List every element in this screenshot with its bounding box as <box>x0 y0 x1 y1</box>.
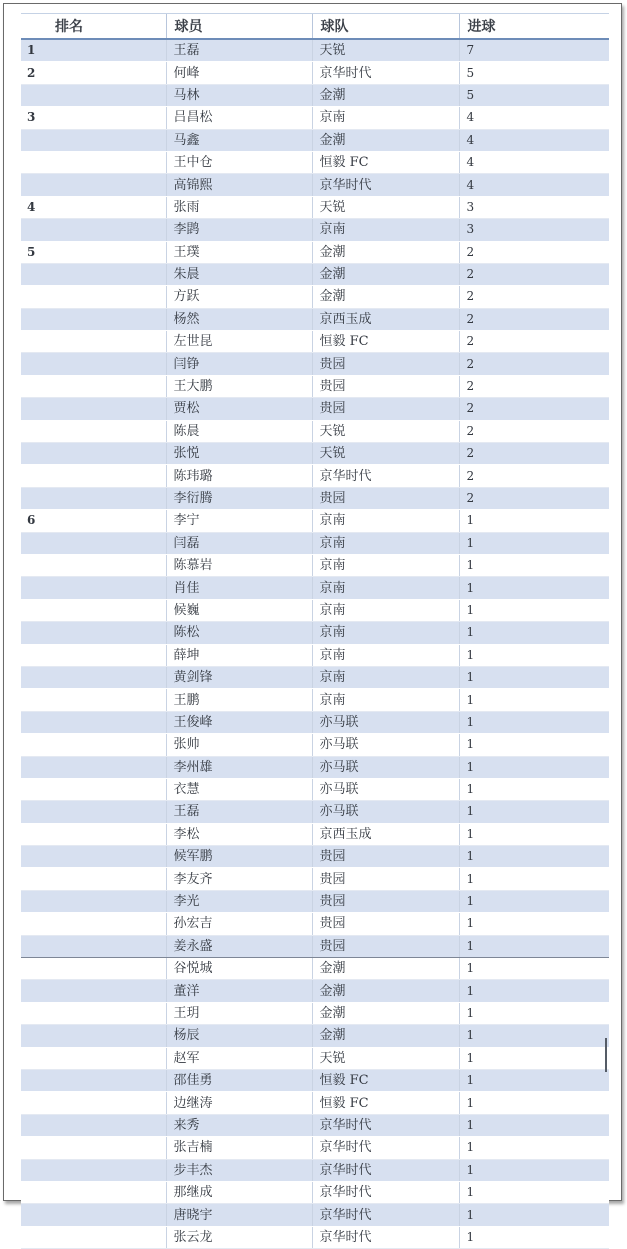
player-cell: 陈晨 <box>166 420 312 442</box>
scorer-table <box>21 13 609 1249</box>
rank-cell <box>21 935 166 957</box>
goals-cell: 1 <box>459 778 609 800</box>
player-cell: 王磊 <box>166 39 312 62</box>
rank-cell <box>21 308 166 330</box>
player-cell: 王大鹏 <box>166 375 312 397</box>
rank-cell <box>21 1047 166 1069</box>
table-row <box>21 1025 609 1047</box>
player-cell: 张云龙 <box>166 1226 312 1248</box>
goals-cell: 2 <box>459 487 609 509</box>
goals-cell: 1 <box>459 689 609 711</box>
player-cell: 贾松 <box>166 398 312 420</box>
rank-cell <box>21 151 166 173</box>
goals-cell: 1 <box>459 846 609 868</box>
rank-cell: 6 <box>21 510 166 532</box>
table-row <box>21 778 609 800</box>
team-cell: 京华时代 <box>312 465 459 487</box>
team-cell: 亦马联 <box>312 711 459 733</box>
player-cell: 朱晨 <box>166 263 312 285</box>
rank-cell: 5 <box>21 241 166 263</box>
scroll-indicator <box>605 1038 607 1072</box>
team-cell: 天锐 <box>312 420 459 442</box>
player-cell: 李鹍 <box>166 219 312 241</box>
player-cell: 张吉楠 <box>166 1137 312 1159</box>
table-row <box>21 980 609 1002</box>
table-row <box>21 1226 609 1248</box>
goals-cell: 2 <box>459 308 609 330</box>
table-row <box>21 241 609 263</box>
goals-cell: 1 <box>459 935 609 957</box>
goals-cell: 1 <box>459 890 609 912</box>
table-body <box>21 39 609 1249</box>
team-cell: 京南 <box>312 510 459 532</box>
header-team: 球队 <box>312 14 459 40</box>
goals-cell: 5 <box>459 62 609 84</box>
player-cell: 何峰 <box>166 62 312 84</box>
goals-cell: 2 <box>459 420 609 442</box>
goals-cell: 4 <box>459 129 609 151</box>
rank-cell <box>21 980 166 1002</box>
player-cell: 陈松 <box>166 622 312 644</box>
table-row <box>21 39 609 62</box>
rank-cell <box>21 778 166 800</box>
team-cell: 恒毅 FC <box>312 331 459 353</box>
table-row <box>21 554 609 576</box>
player-cell: 王璞 <box>166 241 312 263</box>
goals-cell: 1 <box>459 801 609 823</box>
team-cell: 京华时代 <box>312 1114 459 1136</box>
team-cell: 京华时代 <box>312 1181 459 1203</box>
goals-cell: 1 <box>459 577 609 599</box>
table-row <box>21 151 609 173</box>
player-cell: 方跃 <box>166 286 312 308</box>
table-row <box>21 734 609 756</box>
player-cell: 张帅 <box>166 734 312 756</box>
table-row <box>21 1204 609 1226</box>
rank-cell <box>21 689 166 711</box>
rank-cell <box>21 666 166 688</box>
goals-cell: 3 <box>459 219 609 241</box>
team-cell: 天锐 <box>312 443 459 465</box>
goals-cell: 2 <box>459 241 609 263</box>
team-cell: 贵园 <box>312 846 459 868</box>
goals-cell: 1 <box>459 980 609 1002</box>
player-cell: 张雨 <box>166 196 312 218</box>
table-row <box>21 375 609 397</box>
rank-cell <box>21 1159 166 1181</box>
rank-cell <box>21 1226 166 1248</box>
player-cell: 候军鹏 <box>166 846 312 868</box>
goals-cell: 1 <box>459 1181 609 1203</box>
header-goals: 进球 <box>459 14 609 40</box>
rank-cell <box>21 622 166 644</box>
player-cell: 马林 <box>166 84 312 106</box>
goals-cell: 4 <box>459 107 609 129</box>
team-cell: 天锐 <box>312 1047 459 1069</box>
player-cell: 王俊峰 <box>166 711 312 733</box>
table-row <box>21 666 609 688</box>
player-cell: 王磊 <box>166 801 312 823</box>
team-cell: 贵园 <box>312 913 459 935</box>
rank-cell <box>21 1204 166 1226</box>
rank-cell <box>21 913 166 935</box>
player-cell: 黄剑锋 <box>166 666 312 688</box>
player-cell: 候巍 <box>166 599 312 621</box>
player-cell: 杨辰 <box>166 1025 312 1047</box>
rank-cell <box>21 1092 166 1114</box>
rank-cell <box>21 846 166 868</box>
rank-cell <box>21 554 166 576</box>
goals-cell: 2 <box>459 331 609 353</box>
goals-cell: 1 <box>459 734 609 756</box>
player-cell: 王鹏 <box>166 689 312 711</box>
table-row <box>21 599 609 621</box>
player-cell: 李松 <box>166 823 312 845</box>
player-cell: 张悦 <box>166 443 312 465</box>
rank-cell <box>21 263 166 285</box>
goals-cell: 3 <box>459 196 609 218</box>
team-cell: 贵园 <box>312 487 459 509</box>
team-cell: 金潮 <box>312 241 459 263</box>
team-cell: 亦马联 <box>312 734 459 756</box>
team-cell: 恒毅 FC <box>312 1069 459 1091</box>
table-row <box>21 622 609 644</box>
team-cell: 贵园 <box>312 890 459 912</box>
goals-cell: 2 <box>459 263 609 285</box>
table-row <box>21 308 609 330</box>
goals-cell: 4 <box>459 174 609 196</box>
goals-cell: 1 <box>459 711 609 733</box>
team-cell: 亦马联 <box>312 756 459 778</box>
player-cell: 陈慕岩 <box>166 554 312 576</box>
goals-cell: 1 <box>459 1226 609 1248</box>
goals-cell: 1 <box>459 823 609 845</box>
player-cell: 闫磊 <box>166 532 312 554</box>
goals-cell: 7 <box>459 39 609 62</box>
player-cell: 谷悦城 <box>166 958 312 980</box>
team-cell: 京华时代 <box>312 1137 459 1159</box>
table-row <box>21 1047 609 1069</box>
table-row <box>21 756 609 778</box>
team-cell: 京华时代 <box>312 62 459 84</box>
player-cell: 唐晓宇 <box>166 1204 312 1226</box>
player-cell: 高锦熙 <box>166 174 312 196</box>
rank-cell <box>21 331 166 353</box>
team-cell: 京南 <box>312 577 459 599</box>
table-row <box>21 398 609 420</box>
rank-cell <box>21 868 166 890</box>
player-cell: 马鑫 <box>166 129 312 151</box>
player-cell: 王中仓 <box>166 151 312 173</box>
rank-cell <box>21 801 166 823</box>
player-cell: 陈玮璐 <box>166 465 312 487</box>
goals-cell: 2 <box>459 353 609 375</box>
rank-cell <box>21 1137 166 1159</box>
table-row <box>21 353 609 375</box>
table-row <box>21 129 609 151</box>
team-cell: 京南 <box>312 219 459 241</box>
rank-cell <box>21 1114 166 1136</box>
goals-cell: 1 <box>459 510 609 532</box>
goals-cell: 1 <box>459 666 609 688</box>
rank-cell <box>21 644 166 666</box>
team-cell: 金潮 <box>312 286 459 308</box>
team-cell: 天锐 <box>312 39 459 62</box>
table-row <box>21 1159 609 1181</box>
rank-cell: 2 <box>21 62 166 84</box>
team-cell: 金潮 <box>312 129 459 151</box>
team-cell: 金潮 <box>312 1025 459 1047</box>
player-cell: 杨然 <box>166 308 312 330</box>
header-player: 球员 <box>166 14 312 40</box>
rank-cell <box>21 711 166 733</box>
team-cell: 贵园 <box>312 935 459 957</box>
team-cell: 贵园 <box>312 353 459 375</box>
team-cell: 金潮 <box>312 958 459 980</box>
goals-cell: 5 <box>459 84 609 106</box>
rank-cell <box>21 465 166 487</box>
goals-cell: 1 <box>459 532 609 554</box>
table-row <box>21 823 609 845</box>
team-cell: 金潮 <box>312 263 459 285</box>
table-row <box>21 846 609 868</box>
team-cell: 京南 <box>312 554 459 576</box>
table-row <box>21 1137 609 1159</box>
player-cell: 薛坤 <box>166 644 312 666</box>
table-row <box>21 286 609 308</box>
team-cell: 京南 <box>312 599 459 621</box>
rank-cell <box>21 219 166 241</box>
rank-cell <box>21 398 166 420</box>
goals-cell: 2 <box>459 375 609 397</box>
rank-cell <box>21 443 166 465</box>
rank-cell <box>21 174 166 196</box>
team-cell: 京华时代 <box>312 1226 459 1248</box>
goals-cell: 4 <box>459 151 609 173</box>
rank-cell <box>21 1181 166 1203</box>
rank-cell <box>21 958 166 980</box>
table-row <box>21 868 609 890</box>
team-cell: 恒毅 FC <box>312 151 459 173</box>
team-cell: 京西玉成 <box>312 823 459 845</box>
team-cell: 京华时代 <box>312 1159 459 1181</box>
table-row <box>21 487 609 509</box>
rank-cell <box>21 756 166 778</box>
rank-cell: 3 <box>21 107 166 129</box>
team-cell: 京南 <box>312 107 459 129</box>
table-row <box>21 1002 609 1024</box>
goals-cell: 1 <box>459 622 609 644</box>
player-cell: 那继成 <box>166 1181 312 1203</box>
goals-cell: 2 <box>459 465 609 487</box>
player-cell: 邵佳勇 <box>166 1069 312 1091</box>
goals-cell: 1 <box>459 958 609 980</box>
table-row <box>21 84 609 106</box>
goals-cell: 2 <box>459 286 609 308</box>
rank-cell <box>21 1069 166 1091</box>
goals-cell: 1 <box>459 756 609 778</box>
team-cell: 京南 <box>312 644 459 666</box>
table-row <box>21 532 609 554</box>
player-cell: 李宁 <box>166 510 312 532</box>
team-cell: 金潮 <box>312 980 459 1002</box>
player-cell: 姜永盛 <box>166 935 312 957</box>
team-cell: 京华时代 <box>312 1204 459 1226</box>
team-cell: 京南 <box>312 666 459 688</box>
table-row <box>21 196 609 218</box>
table-row <box>21 263 609 285</box>
team-cell: 京南 <box>312 532 459 554</box>
player-cell: 吕昌松 <box>166 107 312 129</box>
rank-cell <box>21 375 166 397</box>
rank-cell: 4 <box>21 196 166 218</box>
player-cell: 衣慧 <box>166 778 312 800</box>
table-row <box>21 1114 609 1136</box>
table-row <box>21 443 609 465</box>
table-row <box>21 62 609 84</box>
player-cell: 边继涛 <box>166 1092 312 1114</box>
table-row <box>21 1181 609 1203</box>
table-row <box>21 1069 609 1091</box>
player-cell: 李友齐 <box>166 868 312 890</box>
rank-cell <box>21 1025 166 1047</box>
rank-cell <box>21 129 166 151</box>
table-row <box>21 510 609 532</box>
table-row <box>21 958 609 980</box>
player-cell: 赵军 <box>166 1047 312 1069</box>
rank-cell <box>21 890 166 912</box>
rank-cell <box>21 532 166 554</box>
rank-cell: 1 <box>21 39 166 62</box>
player-cell: 左世昆 <box>166 331 312 353</box>
team-cell: 天锐 <box>312 196 459 218</box>
goals-cell: 1 <box>459 1204 609 1226</box>
table-row <box>21 801 609 823</box>
team-cell: 京南 <box>312 689 459 711</box>
player-cell: 来秀 <box>166 1114 312 1136</box>
player-cell: 孙宏吉 <box>166 913 312 935</box>
table-row <box>21 465 609 487</box>
header-rank: 排名 <box>21 14 166 40</box>
rank-cell <box>21 84 166 106</box>
team-cell: 京南 <box>312 622 459 644</box>
goals-cell: 1 <box>459 1137 609 1159</box>
rank-cell <box>21 286 166 308</box>
rank-cell <box>21 823 166 845</box>
player-cell: 步丰杰 <box>166 1159 312 1181</box>
scorer-table-sheet <box>21 13 609 1249</box>
goals-cell: 1 <box>459 599 609 621</box>
table-header-row <box>21 14 609 40</box>
rank-cell <box>21 1002 166 1024</box>
goals-cell: 1 <box>459 1114 609 1136</box>
player-cell: 董洋 <box>166 980 312 1002</box>
goals-cell: 1 <box>459 1025 609 1047</box>
team-cell: 贵园 <box>312 375 459 397</box>
goals-cell: 1 <box>459 1159 609 1181</box>
team-cell: 京西玉成 <box>312 308 459 330</box>
table-row <box>21 577 609 599</box>
player-cell: 闫铮 <box>166 353 312 375</box>
team-cell: 亦马联 <box>312 778 459 800</box>
goals-cell: 2 <box>459 443 609 465</box>
player-cell: 李州雄 <box>166 756 312 778</box>
team-cell: 金潮 <box>312 84 459 106</box>
table-row <box>21 420 609 442</box>
team-cell: 恒毅 FC <box>312 1092 459 1114</box>
table-row <box>21 174 609 196</box>
rank-cell <box>21 599 166 621</box>
team-cell: 贵园 <box>312 398 459 420</box>
goals-cell: 2 <box>459 398 609 420</box>
team-cell: 亦马联 <box>312 801 459 823</box>
rank-cell <box>21 353 166 375</box>
team-cell: 金潮 <box>312 1002 459 1024</box>
player-cell: 王玥 <box>166 1002 312 1024</box>
rank-cell <box>21 487 166 509</box>
player-cell: 李光 <box>166 890 312 912</box>
player-cell: 李衍腾 <box>166 487 312 509</box>
goals-cell: 1 <box>459 868 609 890</box>
table-row <box>21 219 609 241</box>
rank-cell <box>21 420 166 442</box>
team-cell: 京华时代 <box>312 174 459 196</box>
goals-cell: 1 <box>459 1002 609 1024</box>
table-row <box>21 890 609 912</box>
table-row <box>21 711 609 733</box>
goals-cell: 1 <box>459 554 609 576</box>
table-row <box>21 107 609 129</box>
table-row <box>21 935 609 957</box>
table-row <box>21 331 609 353</box>
rank-cell <box>21 577 166 599</box>
goals-cell: 1 <box>459 1047 609 1069</box>
rank-cell <box>21 734 166 756</box>
table-row <box>21 689 609 711</box>
player-cell: 肖佳 <box>166 577 312 599</box>
goals-cell: 1 <box>459 1092 609 1114</box>
table-row <box>21 1092 609 1114</box>
table-row <box>21 644 609 666</box>
team-cell: 贵园 <box>312 868 459 890</box>
goals-cell: 1 <box>459 913 609 935</box>
table-row <box>21 913 609 935</box>
goals-cell: 1 <box>459 644 609 666</box>
goals-cell: 1 <box>459 1069 609 1091</box>
